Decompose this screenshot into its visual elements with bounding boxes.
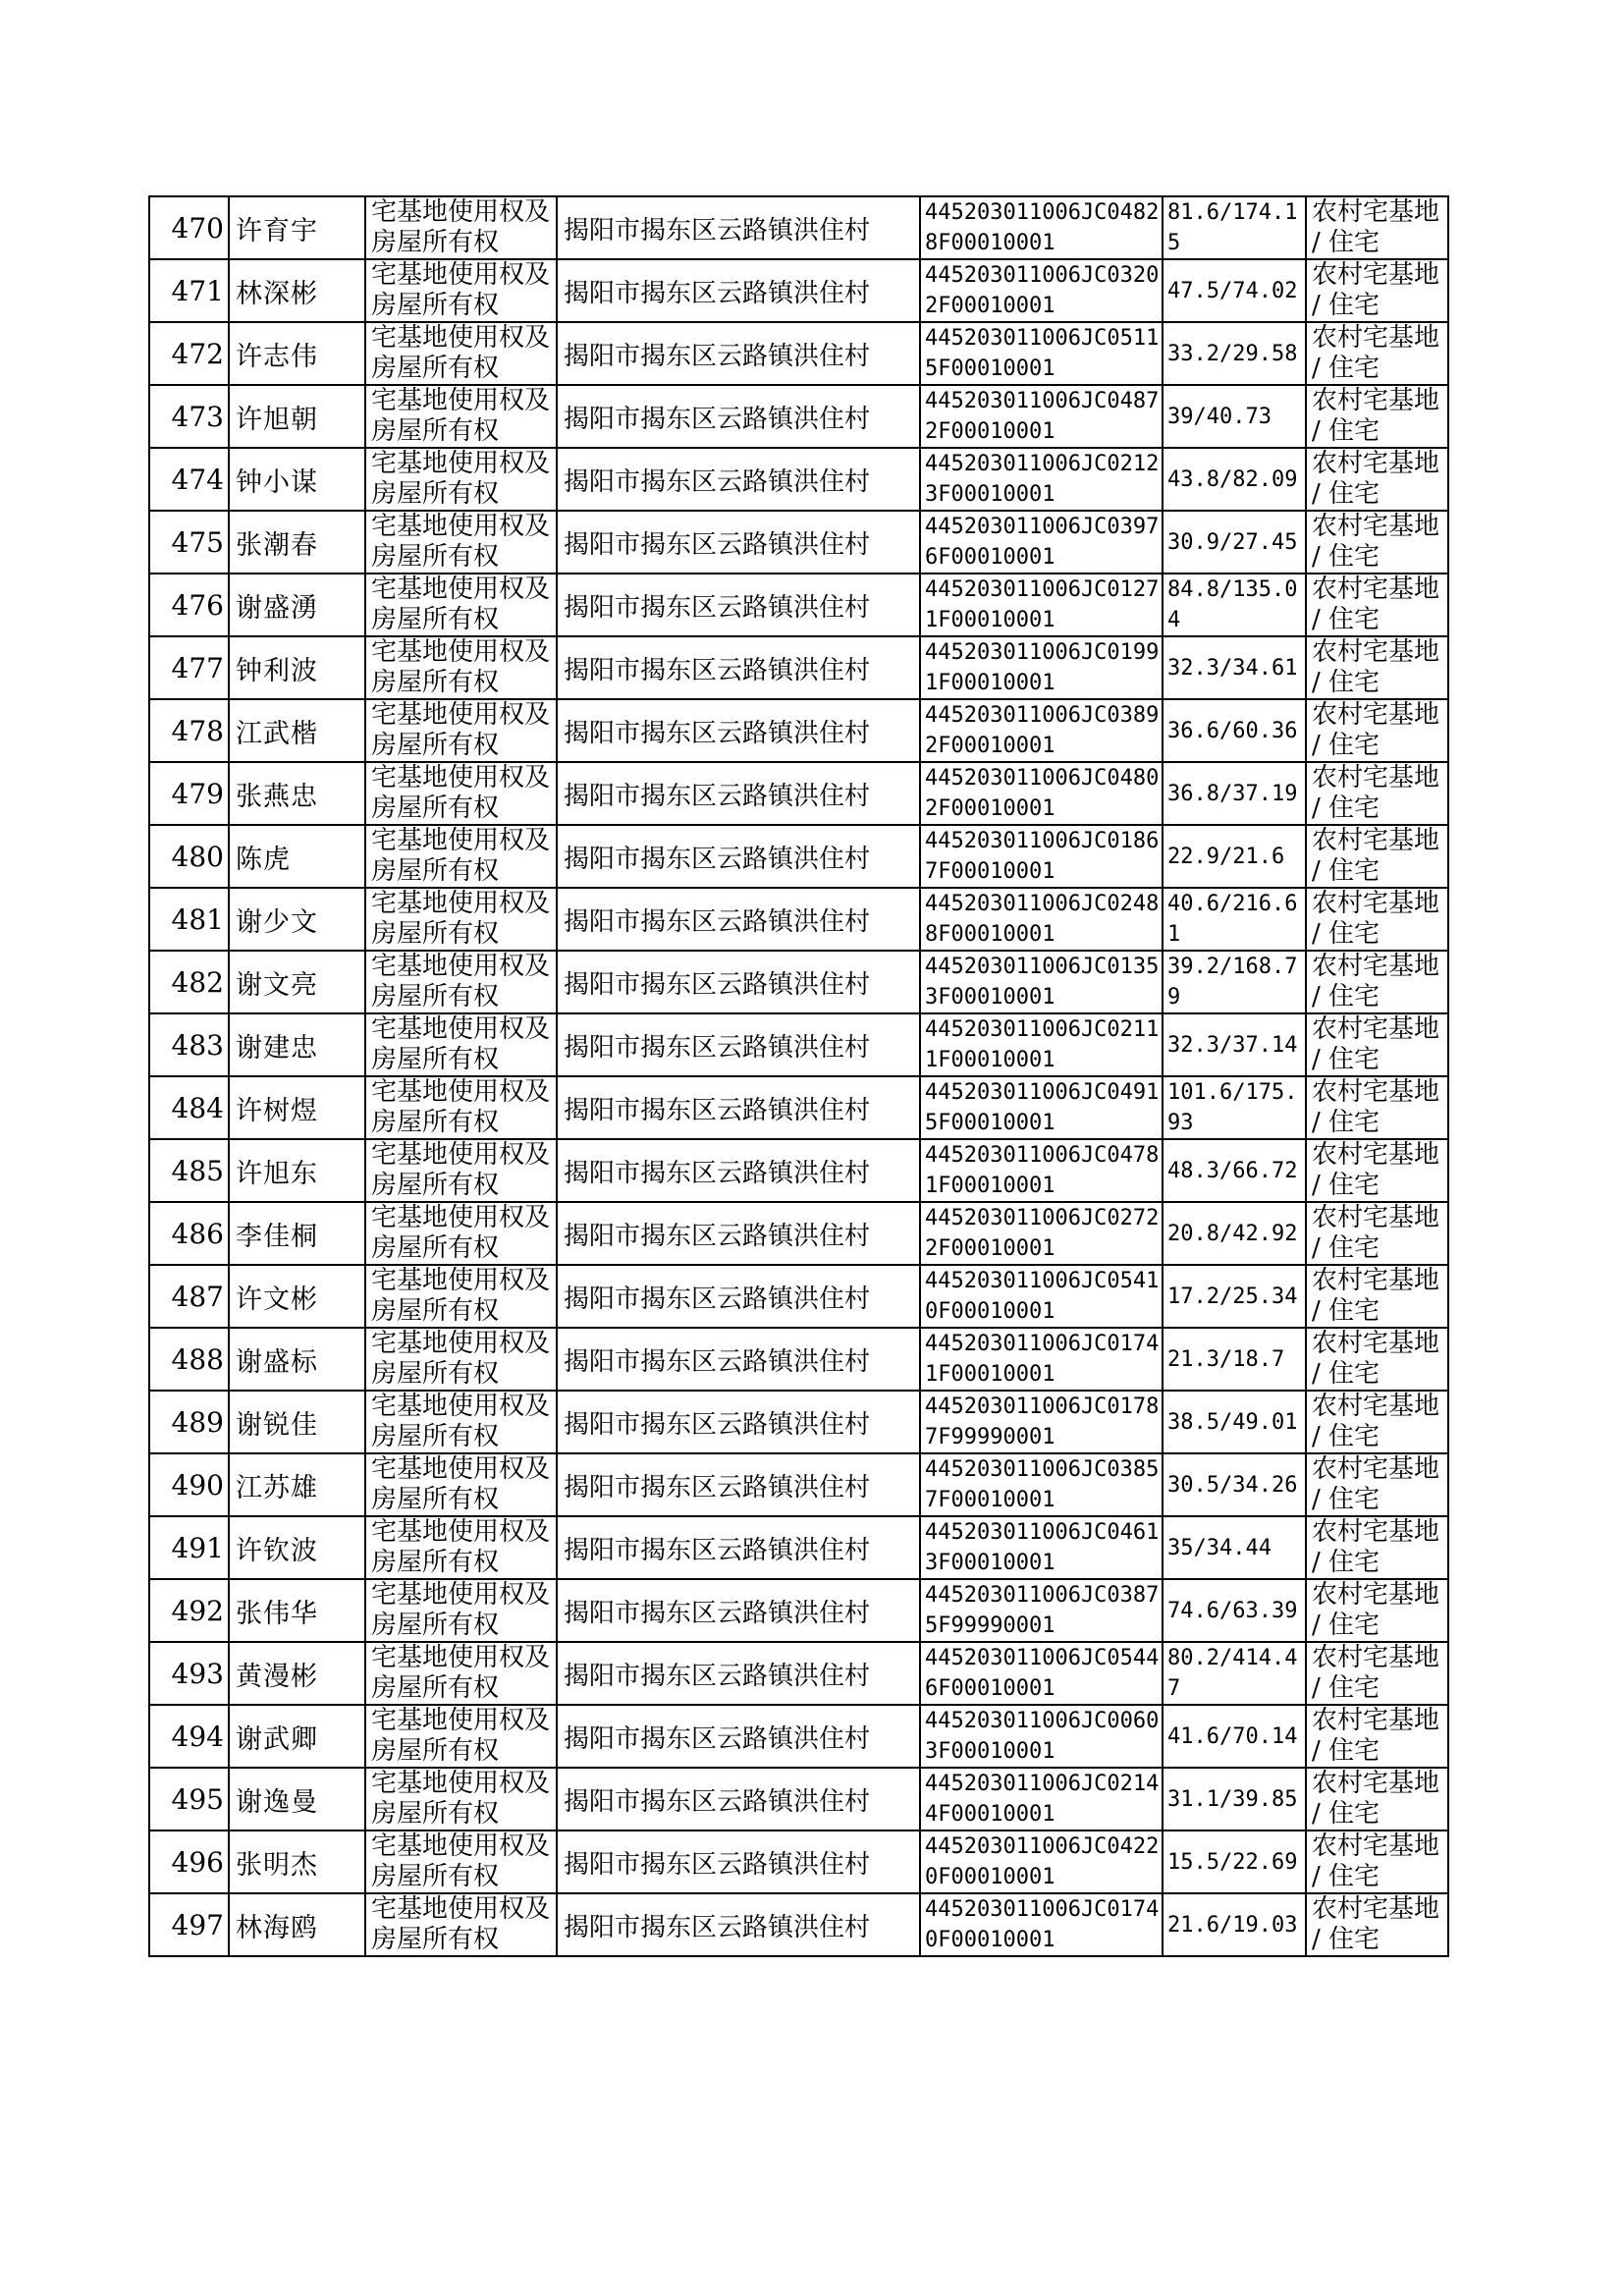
area: 80.2/414.47 xyxy=(1163,1642,1306,1705)
area: 31.1/39.85 xyxy=(1163,1768,1306,1831)
right-type: 宅基地使用权及房屋所有权 xyxy=(365,1579,557,1642)
land-use: 农村宅基地 / 住宅 xyxy=(1306,951,1448,1013)
area: 17.2/25.34 xyxy=(1163,1265,1306,1328)
table-row xyxy=(149,1013,1448,1076)
right-type: 宅基地使用权及房屋所有权 xyxy=(365,1516,557,1579)
owner-name: 黄漫彬 xyxy=(229,1642,365,1705)
unit-code: 445203011006JC01991F00010001 xyxy=(920,636,1163,699)
owner-name: 许树煜 xyxy=(229,1076,365,1139)
area: 38.5/49.01 xyxy=(1163,1391,1306,1453)
table-row xyxy=(149,1516,1448,1579)
owner-name: 许育宇 xyxy=(229,196,365,259)
area: 39.2/168.79 xyxy=(1163,951,1306,1013)
unit-code: 445203011006JC03857F00010001 xyxy=(920,1453,1163,1516)
table-row xyxy=(149,385,1448,448)
table-row xyxy=(149,762,1448,825)
unit-code: 445203011006JC02144F00010001 xyxy=(920,1768,1163,1831)
unit-code: 445203011006JC01740F00010001 xyxy=(920,1893,1163,1956)
unit-code: 445203011006JC01353F00010001 xyxy=(920,951,1163,1013)
right-type: 宅基地使用权及房屋所有权 xyxy=(365,1642,557,1705)
right-type: 宅基地使用权及房屋所有权 xyxy=(365,1328,557,1391)
owner-name: 许钦波 xyxy=(229,1516,365,1579)
unit-code: 445203011006JC03892F00010001 xyxy=(920,699,1163,762)
land-use: 农村宅基地 / 住宅 xyxy=(1306,1579,1448,1642)
table-row xyxy=(149,1831,1448,1893)
unit-code: 445203011006JC05446F00010001 xyxy=(920,1642,1163,1705)
row-number: 492 xyxy=(149,1579,229,1642)
table-row xyxy=(149,1328,1448,1391)
row-number: 493 xyxy=(149,1642,229,1705)
owner-name: 张燕忠 xyxy=(229,762,365,825)
land-use: 农村宅基地 / 住宅 xyxy=(1306,1768,1448,1831)
location: 揭阳市揭东区云路镇洪住村 xyxy=(557,888,920,951)
land-use: 农村宅基地 / 住宅 xyxy=(1306,385,1448,448)
land-use: 农村宅基地 / 住宅 xyxy=(1306,511,1448,574)
area: 32.3/34.61 xyxy=(1163,636,1306,699)
row-number: 494 xyxy=(149,1705,229,1768)
location: 揭阳市揭东区云路镇洪住村 xyxy=(557,762,920,825)
row-number: 486 xyxy=(149,1202,229,1265)
row-number: 497 xyxy=(149,1893,229,1956)
unit-code: 445203011006JC04828F00010001 xyxy=(920,196,1163,259)
location: 揭阳市揭东区云路镇洪住村 xyxy=(557,385,920,448)
row-number: 490 xyxy=(149,1453,229,1516)
right-type: 宅基地使用权及房屋所有权 xyxy=(365,951,557,1013)
area: 30.9/27.45 xyxy=(1163,511,1306,574)
row-number: 491 xyxy=(149,1516,229,1579)
table-row xyxy=(149,322,1448,385)
table-row xyxy=(149,196,1448,259)
location: 揭阳市揭东区云路镇洪住村 xyxy=(557,636,920,699)
table-row xyxy=(149,1391,1448,1453)
row-number: 488 xyxy=(149,1328,229,1391)
unit-code: 445203011006JC03202F00010001 xyxy=(920,259,1163,322)
right-type: 宅基地使用权及房屋所有权 xyxy=(365,574,557,636)
owner-name: 谢盛标 xyxy=(229,1328,365,1391)
area: 35/34.44 xyxy=(1163,1516,1306,1579)
land-use: 农村宅基地 / 住宅 xyxy=(1306,1139,1448,1202)
unit-code: 445203011006JC04781F00010001 xyxy=(920,1139,1163,1202)
location: 揭阳市揭东区云路镇洪住村 xyxy=(557,1328,920,1391)
owner-name: 钟利波 xyxy=(229,636,365,699)
area: 21.3/18.7 xyxy=(1163,1328,1306,1391)
location: 揭阳市揭东区云路镇洪住村 xyxy=(557,1579,920,1642)
area: 21.6/19.03 xyxy=(1163,1893,1306,1956)
land-use: 农村宅基地 / 住宅 xyxy=(1306,1893,1448,1956)
area: 33.2/29.58 xyxy=(1163,322,1306,385)
table-row xyxy=(149,1579,1448,1642)
unit-code: 445203011006JC01787F99990001 xyxy=(920,1391,1163,1453)
land-use: 农村宅基地 / 住宅 xyxy=(1306,825,1448,888)
right-type: 宅基地使用权及房屋所有权 xyxy=(365,1202,557,1265)
table-row xyxy=(149,448,1448,511)
row-number: 471 xyxy=(149,259,229,322)
owner-name: 谢锐佳 xyxy=(229,1391,365,1453)
unit-code: 445203011006JC02111F00010001 xyxy=(920,1013,1163,1076)
owner-name: 江武楷 xyxy=(229,699,365,762)
right-type: 宅基地使用权及房屋所有权 xyxy=(365,1391,557,1453)
land-use: 农村宅基地 / 住宅 xyxy=(1306,259,1448,322)
row-number: 495 xyxy=(149,1768,229,1831)
unit-code: 445203011006JC04915F00010001 xyxy=(920,1076,1163,1139)
land-use: 农村宅基地 / 住宅 xyxy=(1306,636,1448,699)
table-row xyxy=(149,1893,1448,1956)
row-number: 472 xyxy=(149,322,229,385)
location: 揭阳市揭东区云路镇洪住村 xyxy=(557,259,920,322)
location: 揭阳市揭东区云路镇洪住村 xyxy=(557,448,920,511)
land-use: 农村宅基地 / 住宅 xyxy=(1306,1516,1448,1579)
location: 揭阳市揭东区云路镇洪住村 xyxy=(557,1013,920,1076)
area: 22.9/21.6 xyxy=(1163,825,1306,888)
unit-code: 445203011006JC04802F00010001 xyxy=(920,762,1163,825)
area: 30.5/34.26 xyxy=(1163,1453,1306,1516)
unit-code: 445203011006JC01271F00010001 xyxy=(920,574,1163,636)
row-number: 480 xyxy=(149,825,229,888)
unit-code: 445203011006JC00603F00010001 xyxy=(920,1705,1163,1768)
owner-name: 谢少文 xyxy=(229,888,365,951)
right-type: 宅基地使用权及房屋所有权 xyxy=(365,511,557,574)
right-type: 宅基地使用权及房屋所有权 xyxy=(365,1139,557,1202)
table-row xyxy=(149,1705,1448,1768)
area: 41.6/70.14 xyxy=(1163,1705,1306,1768)
location: 揭阳市揭东区云路镇洪住村 xyxy=(557,1516,920,1579)
table-row xyxy=(149,825,1448,888)
right-type: 宅基地使用权及房屋所有权 xyxy=(365,636,557,699)
unit-code: 445203011006JC02123F00010001 xyxy=(920,448,1163,511)
location: 揭阳市揭东区云路镇洪住村 xyxy=(557,1642,920,1705)
unit-code: 445203011006JC03976F00010001 xyxy=(920,511,1163,574)
right-type: 宅基地使用权及房屋所有权 xyxy=(365,1705,557,1768)
right-type: 宅基地使用权及房屋所有权 xyxy=(365,385,557,448)
owner-name: 李佳桐 xyxy=(229,1202,365,1265)
table-row xyxy=(149,1202,1448,1265)
land-use: 农村宅基地 / 住宅 xyxy=(1306,1265,1448,1328)
row-number: 477 xyxy=(149,636,229,699)
owner-name: 钟小谋 xyxy=(229,448,365,511)
area: 40.6/216.61 xyxy=(1163,888,1306,951)
land-use: 农村宅基地 / 住宅 xyxy=(1306,574,1448,636)
right-type: 宅基地使用权及房屋所有权 xyxy=(365,322,557,385)
unit-code: 445203011006JC04613F00010001 xyxy=(920,1516,1163,1579)
row-number: 489 xyxy=(149,1391,229,1453)
location: 揭阳市揭东区云路镇洪住村 xyxy=(557,1768,920,1831)
area: 39/40.73 xyxy=(1163,385,1306,448)
location: 揭阳市揭东区云路镇洪住村 xyxy=(557,1893,920,1956)
land-use: 农村宅基地 / 住宅 xyxy=(1306,699,1448,762)
table-row xyxy=(149,636,1448,699)
row-number: 481 xyxy=(149,888,229,951)
owner-name: 谢建忠 xyxy=(229,1013,365,1076)
right-type: 宅基地使用权及房屋所有权 xyxy=(365,196,557,259)
right-type: 宅基地使用权及房屋所有权 xyxy=(365,888,557,951)
row-number: 475 xyxy=(149,511,229,574)
land-use: 农村宅基地 / 住宅 xyxy=(1306,1328,1448,1391)
owner-name: 陈虎 xyxy=(229,825,365,888)
unit-code: 445203011006JC01867F00010001 xyxy=(920,825,1163,888)
location: 揭阳市揭东区云路镇洪住村 xyxy=(557,1265,920,1328)
land-use: 农村宅基地 / 住宅 xyxy=(1306,1202,1448,1265)
row-number: 478 xyxy=(149,699,229,762)
right-type: 宅基地使用权及房屋所有权 xyxy=(365,448,557,511)
table-row xyxy=(149,1265,1448,1328)
location: 揭阳市揭东区云路镇洪住村 xyxy=(557,825,920,888)
table-row xyxy=(149,888,1448,951)
area: 43.8/82.09 xyxy=(1163,448,1306,511)
unit-code: 445203011006JC04872F00010001 xyxy=(920,385,1163,448)
area: 48.3/66.72 xyxy=(1163,1139,1306,1202)
registration-table xyxy=(148,195,1449,1957)
area: 36.8/37.19 xyxy=(1163,762,1306,825)
unit-code: 445203011006JC05115F00010001 xyxy=(920,322,1163,385)
table-row xyxy=(149,511,1448,574)
owner-name: 谢盛湧 xyxy=(229,574,365,636)
owner-name: 林海鸥 xyxy=(229,1893,365,1956)
owner-name: 江苏雄 xyxy=(229,1453,365,1516)
location: 揭阳市揭东区云路镇洪住村 xyxy=(557,699,920,762)
location: 揭阳市揭东区云路镇洪住村 xyxy=(557,322,920,385)
right-type: 宅基地使用权及房屋所有权 xyxy=(365,1893,557,1956)
right-type: 宅基地使用权及房屋所有权 xyxy=(365,699,557,762)
unit-code: 445203011006JC02722F00010001 xyxy=(920,1202,1163,1265)
location: 揭阳市揭东区云路镇洪住村 xyxy=(557,1453,920,1516)
right-type: 宅基地使用权及房屋所有权 xyxy=(365,762,557,825)
right-type: 宅基地使用权及房屋所有权 xyxy=(365,1013,557,1076)
location: 揭阳市揭东区云路镇洪住村 xyxy=(557,574,920,636)
table-row xyxy=(149,1139,1448,1202)
table-row xyxy=(149,574,1448,636)
right-type: 宅基地使用权及房屋所有权 xyxy=(365,1831,557,1893)
area: 32.3/37.14 xyxy=(1163,1013,1306,1076)
location: 揭阳市揭东区云路镇洪住村 xyxy=(557,1831,920,1893)
land-use: 农村宅基地 / 住宅 xyxy=(1306,1391,1448,1453)
area: 81.6/174.15 xyxy=(1163,196,1306,259)
table-row xyxy=(149,1076,1448,1139)
right-type: 宅基地使用权及房屋所有权 xyxy=(365,1453,557,1516)
area: 36.6/60.36 xyxy=(1163,699,1306,762)
land-use: 农村宅基地 / 住宅 xyxy=(1306,762,1448,825)
right-type: 宅基地使用权及房屋所有权 xyxy=(365,825,557,888)
land-use: 农村宅基地 / 住宅 xyxy=(1306,1013,1448,1076)
row-number: 483 xyxy=(149,1013,229,1076)
location: 揭阳市揭东区云路镇洪住村 xyxy=(557,1391,920,1453)
location: 揭阳市揭东区云路镇洪住村 xyxy=(557,1139,920,1202)
owner-name: 许旭朝 xyxy=(229,385,365,448)
owner-name: 张明杰 xyxy=(229,1831,365,1893)
location: 揭阳市揭东区云路镇洪住村 xyxy=(557,951,920,1013)
location: 揭阳市揭东区云路镇洪住村 xyxy=(557,511,920,574)
row-number: 484 xyxy=(149,1076,229,1139)
unit-code: 445203011006JC02488F00010001 xyxy=(920,888,1163,951)
owner-name: 谢逸曼 xyxy=(229,1768,365,1831)
land-use: 农村宅基地 / 住宅 xyxy=(1306,448,1448,511)
location: 揭阳市揭东区云路镇洪住村 xyxy=(557,196,920,259)
land-use: 农村宅基地 / 住宅 xyxy=(1306,1831,1448,1893)
land-use: 农村宅基地 / 住宅 xyxy=(1306,888,1448,951)
row-number: 470 xyxy=(149,196,229,259)
owner-name: 许志伟 xyxy=(229,322,365,385)
location: 揭阳市揭东区云路镇洪住村 xyxy=(557,1202,920,1265)
owner-name: 谢文亮 xyxy=(229,951,365,1013)
row-number: 482 xyxy=(149,951,229,1013)
owner-name: 许文彬 xyxy=(229,1265,365,1328)
row-number: 473 xyxy=(149,385,229,448)
table-body xyxy=(149,196,1448,1956)
right-type: 宅基地使用权及房屋所有权 xyxy=(365,259,557,322)
unit-code: 445203011006JC01741F00010001 xyxy=(920,1328,1163,1391)
row-number: 496 xyxy=(149,1831,229,1893)
owner-name: 张伟华 xyxy=(229,1579,365,1642)
table-row xyxy=(149,1768,1448,1831)
location: 揭阳市揭东区云路镇洪住村 xyxy=(557,1705,920,1768)
area: 15.5/22.69 xyxy=(1163,1831,1306,1893)
area: 20.8/42.92 xyxy=(1163,1202,1306,1265)
owner-name: 林深彬 xyxy=(229,259,365,322)
right-type: 宅基地使用权及房屋所有权 xyxy=(365,1768,557,1831)
unit-code: 445203011006JC03875F99990001 xyxy=(920,1579,1163,1642)
land-use: 农村宅基地 / 住宅 xyxy=(1306,1642,1448,1705)
table-row xyxy=(149,1642,1448,1705)
right-type: 宅基地使用权及房屋所有权 xyxy=(365,1265,557,1328)
table-row xyxy=(149,699,1448,762)
land-use: 农村宅基地 / 住宅 xyxy=(1306,196,1448,259)
row-number: 479 xyxy=(149,762,229,825)
row-number: 474 xyxy=(149,448,229,511)
area: 101.6/175.93 xyxy=(1163,1076,1306,1139)
table-row xyxy=(149,259,1448,322)
owner-name: 谢武卿 xyxy=(229,1705,365,1768)
unit-code: 445203011006JC05410F00010001 xyxy=(920,1265,1163,1328)
table-row xyxy=(149,1453,1448,1516)
row-number: 487 xyxy=(149,1265,229,1328)
row-number: 476 xyxy=(149,574,229,636)
right-type: 宅基地使用权及房屋所有权 xyxy=(365,1076,557,1139)
land-use: 农村宅基地 / 住宅 xyxy=(1306,1453,1448,1516)
land-use: 农村宅基地 / 住宅 xyxy=(1306,1076,1448,1139)
land-use: 农村宅基地 / 住宅 xyxy=(1306,1705,1448,1768)
row-number: 485 xyxy=(149,1139,229,1202)
area: 47.5/74.02 xyxy=(1163,259,1306,322)
table-row xyxy=(149,951,1448,1013)
area: 74.6/63.39 xyxy=(1163,1579,1306,1642)
unit-code: 445203011006JC04220F00010001 xyxy=(920,1831,1163,1893)
area: 84.8/135.04 xyxy=(1163,574,1306,636)
owner-name: 张潮春 xyxy=(229,511,365,574)
land-use: 农村宅基地 / 住宅 xyxy=(1306,322,1448,385)
location: 揭阳市揭东区云路镇洪住村 xyxy=(557,1076,920,1139)
owner-name: 许旭东 xyxy=(229,1139,365,1202)
